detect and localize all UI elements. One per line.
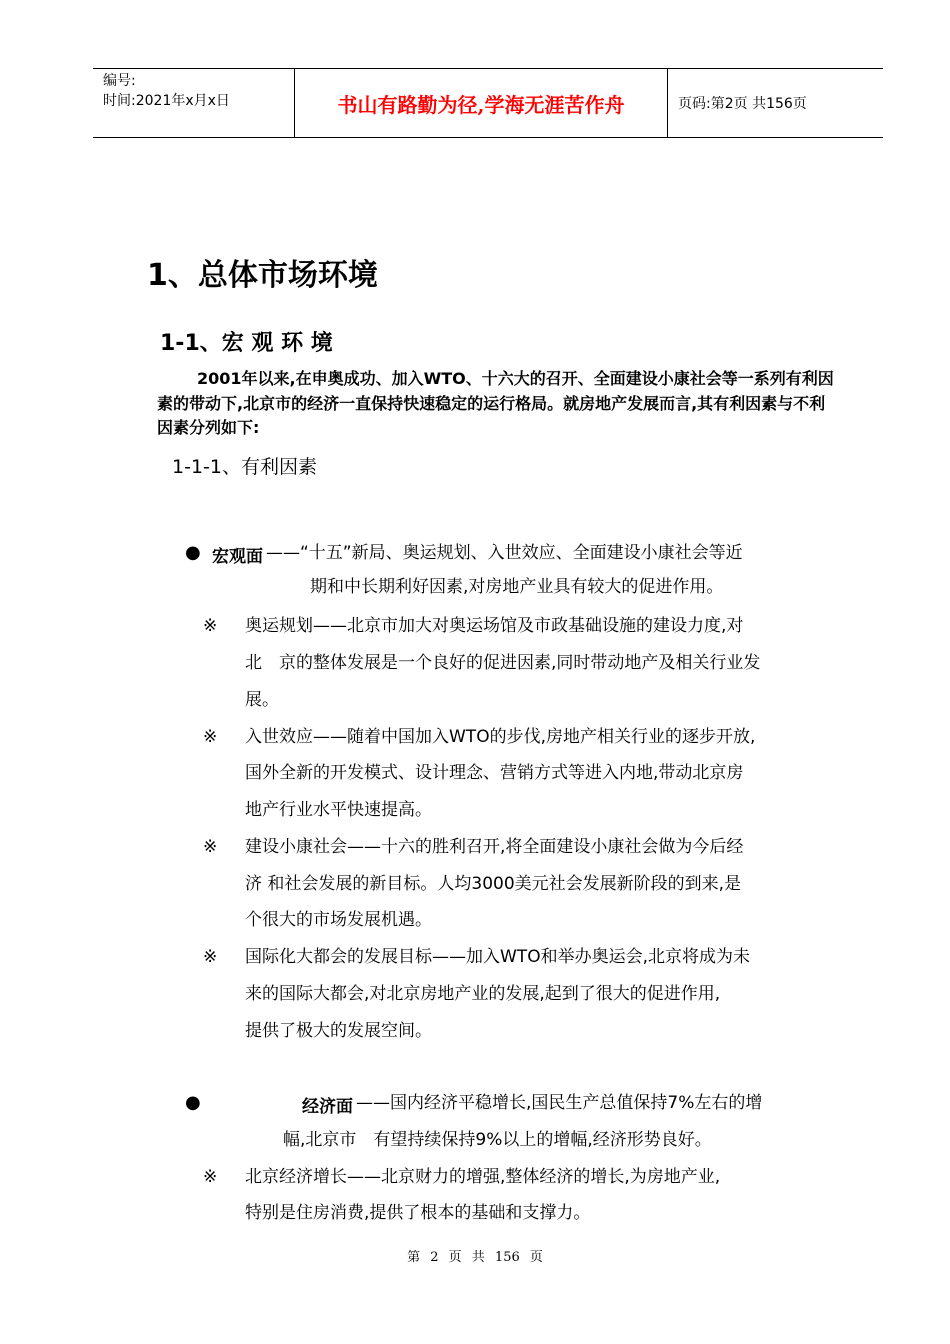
block1-item2-line2: 国外全新的开发模式、设计理念、营销方式等进入内地,带动北京房 [245, 763, 744, 783]
block1-item3-line2: 济 和社会发展的新目标。人均3000美元社会发展新阶段的到来,是 [245, 874, 742, 894]
block1-item4-line3: 提供了极大的发展空间。 [245, 1021, 432, 1041]
header-id-label: 编号: [103, 73, 136, 89]
header-page-info: 页码:第2页 共156页 [678, 96, 807, 112]
block1-head: 宏观面 [212, 547, 263, 567]
section-heading: 1-1、宏 观 环 境 [160, 331, 333, 356]
block2-item1-line1: 北京经济增长——北京财力的增强,整体经济的增长,为房地产业, [245, 1167, 721, 1187]
block1-item4-line1: 国际化大都会的发展目标——加入WTO和举办奥运会,北京将成为未 [245, 947, 750, 967]
bullet-icon: ● [185, 1092, 201, 1113]
block1-item1-line3: 展。 [245, 690, 279, 710]
reference-mark-icon: ※ [203, 1167, 218, 1187]
subsection-heading: 1-1-1、有利因素 [172, 456, 317, 478]
reference-mark-icon: ※ [203, 837, 218, 857]
page-footer: 第 2 页 共 156 页 [407, 1250, 543, 1265]
block1-line2: 期和中长期利好因素,对房地产业具有较大的促进作用。 [310, 577, 724, 597]
block1-line1: ——“十五”新局、奥运规划、入世效应、全面建设小康社会等近 [266, 543, 743, 563]
block1-item2-line3: 地产行业水平快速提高。 [245, 800, 432, 820]
block2-head: 经济面 [302, 1097, 353, 1117]
header-time-label: 时间:2021年x月x日 [103, 93, 230, 109]
reference-mark-icon: ※ [203, 616, 218, 636]
block2-line1: ——国内经济平稳增长,国民生产总值保持7%左右的增 [356, 1093, 763, 1113]
reference-mark-icon: ※ [203, 727, 218, 747]
header-left [103, 71, 230, 111]
header-motto: 书山有路勤为径,学海无涯苦作舟 [294, 69, 668, 137]
block1-item1-line2: 北 京的整体发展是一个良好的促进因素,同时带动地产及相关行业发 [245, 653, 761, 673]
page-title: 1、总体市场环境 [147, 258, 378, 293]
block1-item4-line2: 来的国际大都会,对北京房地产业的发展,起到了很大的促进作用, [245, 984, 721, 1004]
block1-item2-line1: 入世效应——随着中国加入WTO的步伐,房地产相关行业的逐步开放, [245, 727, 756, 747]
block2-line2: 幅,北京市 有望持续保持9%以上的增幅,经济形势良好。 [283, 1130, 712, 1150]
block2-item1-line2: 特别是住房消费,提供了根本的基础和支撑力。 [245, 1203, 591, 1223]
section-intro: 2001年以来,在申奥成功、加入WTO、十六大的召开、全面建设小康社会等一系列有利因素的带动下,北京市的经济一直保持快速稳定的运行格局。就房地产发展而言,其有利因素与不利因素分列如下: [157, 369, 834, 437]
bullet-icon: ● [185, 542, 201, 563]
block1-item1-line1: 奥运规划——北京市加大对奥运场馆及市政基础设施的建设力度,对 [245, 616, 744, 636]
block1-item3-line3: 个很大的市场发展机遇。 [245, 910, 432, 930]
reference-mark-icon: ※ [203, 947, 218, 967]
block1-item3-line1: 建设小康社会——十六的胜利召开,将全面建设小康社会做为今后经 [245, 837, 744, 857]
page-header [93, 68, 883, 138]
